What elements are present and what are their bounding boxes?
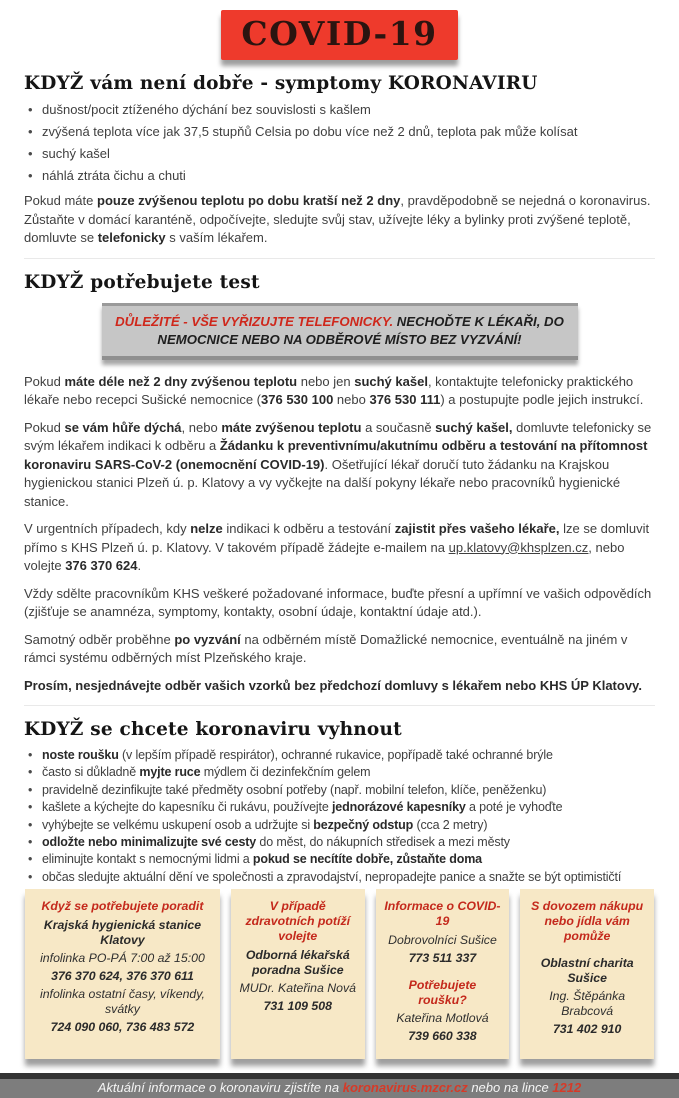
section-symptoms-heading: KDYŽ vám není dobře - symptomy KORONAVIRU — [24, 73, 538, 94]
paragraph-khs-information — [24, 585, 655, 622]
prevention-list — [24, 747, 655, 885]
text-segment: zajistit přes vašeho lékaře, — [394, 521, 560, 536]
text-segment: zvýšená teplota více jak 37,5 stupňů Celsia po dobu více než 2 dnů, teplota pak může kolísat — [42, 124, 578, 139]
card-line — [384, 1029, 502, 1044]
prevention-item — [24, 747, 655, 763]
text-segment: na odběrném místě Domažlické nemocnice, eventuálně na jiném v rámci systému odběrných míst Plzeňského kraje. — [24, 631, 628, 665]
symptom-item — [24, 123, 655, 141]
text-segment: (v lepším případě respirátor), ochranné rukavice, popřípadě také ochranné brýle — [118, 748, 553, 762]
paragraph-urgent-cases — [24, 520, 655, 576]
card-line — [239, 999, 357, 1014]
text-segment: Potřebujete roušku? — [408, 978, 477, 1008]
text-segment: odložte nebo minimalizujte své cesty — [42, 835, 257, 850]
text-segment: občas sledujte aktuální dění ve společnosti a zpravodajství, nepropadejte panice a snažte se být optimističtí — [42, 869, 622, 884]
card-title: S dovozem nákupu nebo jídla vám pomůže — [531, 899, 644, 944]
text-segment: lze se domluvit přímo s KHS Plzeň ú. p. Klatovy. V takovém případě žádejte e-mailem na — [24, 521, 650, 555]
symptom-item — [24, 145, 655, 163]
text-segment: 376 530 111 — [369, 392, 441, 407]
section-divider — [24, 705, 655, 706]
contact-card-charity — [520, 889, 654, 1059]
prevention-item — [24, 869, 655, 885]
text-segment: Pokud — [24, 373, 65, 389]
text-segment: infolinka ostatní časy, víkendy, svátky — [39, 987, 205, 1017]
text-segment: infolinka PO-PÁ 7:00 až 15:00 — [40, 951, 205, 966]
prevention-item — [24, 851, 655, 867]
text-segment: domluvte telefonicky se svým lékařem indikaci k odběru a — [24, 419, 652, 453]
text-segment: máte zvýšenou teplotu — [221, 419, 362, 435]
card-line — [528, 989, 646, 1019]
text-segment: náhlá ztráta čichu a chuti — [42, 168, 186, 183]
text-segment: . — [137, 558, 142, 573]
card-line — [239, 948, 357, 978]
text-segment: nelze — [190, 521, 223, 536]
paragraph-no-self-booking — [24, 677, 655, 696]
contact-card-medical-advice — [231, 889, 365, 1059]
text-segment: pouze zvýšenou teplotu po dobu kratší než 2 dny — [97, 193, 401, 208]
text-segment: Pokud — [24, 419, 65, 435]
text-segment: suchý kašel — [354, 373, 428, 389]
section-divider — [24, 258, 655, 259]
paragraph-sampling-location — [24, 631, 655, 668]
text-segment: nebo na lince — [467, 1080, 553, 1096]
text-segment: Samotný odběr proběhne — [24, 631, 175, 647]
text-segment: . Ošetřující lékař doručí tuto žádanku na Krajskou hygienickou stanici Plzeň ú. p. Klatovy a vy vyčkejte na další pokyny lékaře nebo pracovníků hygienické stanice. — [24, 456, 621, 509]
text-segment: mýdlem či dezinfekčním gelem — [200, 765, 371, 780]
covid19-title-badge: COVID-19 — [221, 10, 457, 60]
text-segment: , nebo — [181, 419, 222, 435]
text-segment: telefonicky — [97, 230, 166, 245]
card-line — [384, 951, 502, 966]
email-link[interactable]: up.klatovy@khsplzen.cz, — [448, 539, 592, 555]
text-segment: NECHOĎTE K LÉKAŘI, DO NEMOCNICE NEBO NA ODBĚROVÉ MÍSTO BEZ VYZVÁNÍ! — [157, 313, 564, 347]
text-segment: , kontaktujte telefonicky praktického lékaře nebo recepci Sušické nemocnice ( — [24, 373, 634, 407]
important-warning-box — [102, 303, 578, 360]
text-segment: se vám hůře dýchá — [64, 419, 182, 435]
text-segment: 731 109 508 — [263, 999, 332, 1014]
title-badge-row — [24, 10, 655, 60]
prevention-item — [24, 799, 655, 815]
text-segment: pokud se necítíte dobře, zůstaňte doma — [252, 852, 482, 867]
card-line — [384, 1011, 502, 1026]
card-line — [239, 981, 357, 996]
text-segment: často si důkladně — [42, 765, 140, 780]
symptoms-list — [24, 101, 655, 185]
prevention-item — [24, 817, 655, 833]
contact-card-volunteers — [376, 889, 510, 1059]
text-segment: 376 530 100 — [261, 392, 334, 407]
text-segment: Aktuální informace o koronaviru zjistíte na — [97, 1080, 343, 1096]
text-segment: indikaci k odběru a testování — [222, 521, 395, 536]
text-segment: 1212 — [552, 1080, 582, 1096]
text-segment: 731 402 910 — [552, 1022, 622, 1037]
text-segment: s vaším lékařem. — [165, 230, 268, 245]
paragraph-fever-contact — [24, 373, 655, 410]
text-segment: Ing. Štěpánka Brabcová — [549, 989, 626, 1019]
text-segment: , pravděpodobně se nejedná o koronavirus. Zůstaňte v domácí karanténě, odpočívejte, sledujte svůj stav, užívejte léky a bylinky proti zvýšené teplotě, domluvte se — [24, 193, 651, 245]
card-title: Když se potřebujete poradit — [41, 899, 204, 914]
text-segment: do měst, do nákupních středisek a mezi městy — [256, 835, 510, 850]
text-segment: jednorázové kapesníky — [331, 800, 466, 815]
prevention-item — [24, 764, 655, 780]
text-segment: Žádanku k preventivnímu/akutnímu odběru a testování na přítomnost koronaviru SARS-CoV-2 (onemocnění COVID-19) — [24, 438, 648, 472]
paragraph-mild-fever-advice — [24, 192, 655, 248]
section-prevention-heading: KDYŽ se chcete koronaviru vyhnout — [24, 719, 402, 740]
contact-cards-row — [0, 889, 679, 1059]
text-segment: Odborná lékařská poradna Sušice — [245, 948, 350, 978]
text-segment: nebo volejte — [24, 539, 625, 573]
text-segment: 773 511 337 — [408, 951, 477, 966]
text-segment: máte déle než 2 dny zvýšenou teplotu — [64, 373, 298, 389]
text-segment: a poté je vyhoďte — [465, 800, 563, 815]
text-segment: Kateřina Motlová — [396, 1011, 489, 1026]
card-line — [33, 918, 212, 948]
text-segment: suchý kašel — [42, 146, 110, 161]
text-segment: dušnost/pocit ztíženého dýchání bez souvislosti s kašlem — [42, 102, 371, 117]
card-line — [384, 933, 502, 948]
prevention-item — [24, 782, 655, 798]
text-segment: 739 660 338 — [408, 1029, 477, 1044]
text-segment: 376 370 624 — [65, 558, 138, 573]
section-test-heading: KDYŽ potřebujete test — [24, 271, 260, 293]
card-line — [528, 956, 646, 986]
card-subtitle — [384, 978, 502, 1008]
text-segment: a současně — [361, 419, 436, 435]
text-segment: Vždy sdělte pracovníkům KHS veškeré požadované informace, buďte přesní a upřímní ve vašich odpovědích (zjišťuje se anamnéza, symptomy, kontakty, osobní údaje, kontaktní údaje atd.). — [24, 585, 652, 619]
text-segment: nebo jen — [297, 373, 355, 389]
prevention-item — [24, 834, 655, 850]
paragraph-test-request — [24, 419, 655, 512]
text-segment: nebo — [333, 392, 370, 407]
text-segment: suchý kašel, — [435, 419, 513, 435]
text-segment: eliminujte kontakt s nemocnými lidmi a — [42, 852, 253, 867]
card-title: Informace o COVID-19 — [384, 899, 501, 929]
footer-text — [98, 1079, 581, 1098]
card-line — [33, 987, 212, 1017]
symptom-item — [24, 167, 655, 185]
text-segment: DŮLEŽITÉ - VŠE VYŘIZUJTE TELEFONICKY. — [115, 313, 397, 329]
text-segment: bezpečný odstup — [313, 817, 414, 832]
text-segment: V urgentních případech, kdy — [24, 521, 191, 536]
card-title: V případě zdravotních potíží volejte — [245, 899, 351, 944]
text-segment: noste roušku — [42, 748, 119, 762]
text-segment: Prosím, nesjednávejte odběr vašich vzorků bez předchozí domluvy s lékařem nebo KHS ÚP Klatovy. — [24, 677, 642, 693]
text-segment: myjte ruce — [139, 765, 201, 780]
text-segment: Dobrovolníci Sušice — [388, 933, 497, 948]
card-line — [528, 1022, 646, 1037]
text-segment: (cca 2 metry) — [413, 817, 488, 832]
text-segment: po vyzvání — [174, 631, 241, 647]
text-segment: Krajská hygienická stanice Klatovy — [43, 918, 202, 948]
text-segment: kašlete a kýchejte do kapesníku či rukávu, používejte — [42, 800, 332, 815]
text-segment: MUDr. Kateřina Nová — [239, 981, 356, 996]
card-line — [33, 969, 212, 984]
contact-card-khs-klatovy — [25, 889, 220, 1059]
text-segment: 724 090 060, 736 483 572 — [50, 1020, 195, 1035]
symptom-item — [24, 101, 655, 119]
koronavirus-mzcr-link[interactable]: koronavirus.mzcr.cz — [342, 1080, 468, 1096]
text-segment: Oblastní charita Sušice — [540, 956, 634, 986]
text-segment: 376 370 624, 376 370 611 — [51, 969, 194, 984]
text-segment: vyhýbejte se velkému uskupení osob a udržujte si — [42, 817, 314, 832]
card-line — [33, 951, 212, 966]
text-segment: Pokud máte — [24, 193, 97, 208]
text-segment: pravidelně dezinfikujte také předměty osobní potřeby (např. mobilní telefon, klíče, peněženku) — [42, 782, 547, 797]
text-segment: ) a postupujte podle jejich instrukcí. — [440, 392, 644, 407]
footer-info-bar — [0, 1073, 679, 1098]
card-line — [33, 1020, 212, 1035]
